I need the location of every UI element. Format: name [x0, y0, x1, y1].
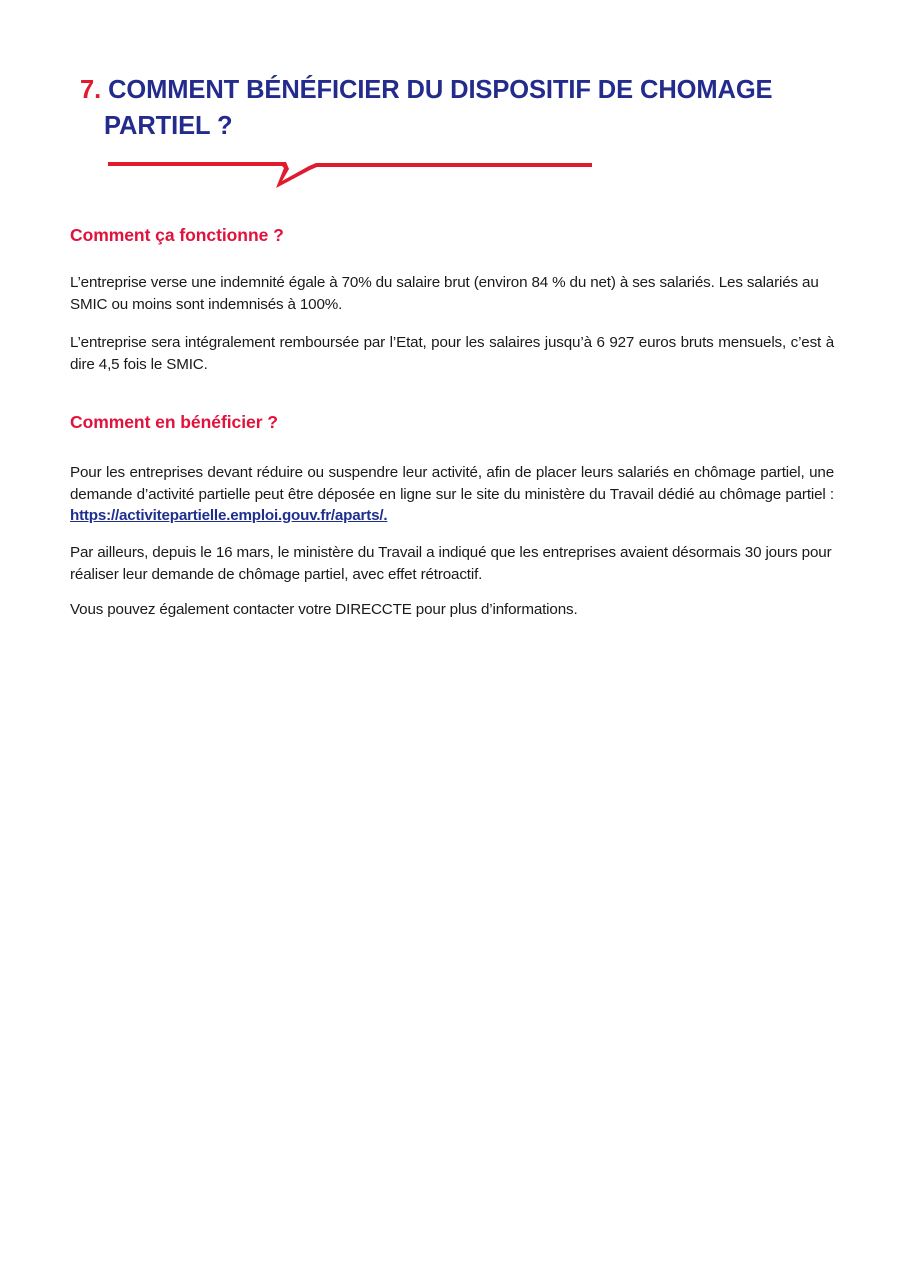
title-heading-text: COMMENT BÉNÉFICIER DU DISPOSITIF DE CHOMAGE PARTIEL ?	[104, 76, 773, 140]
section-heading-comment-ca-fonctionne: Comment ça fonctionne ?	[70, 225, 284, 245]
paragraph-demande-text-before-link: Pour les entreprises devant réduire ou suspendre leur activité, afin de placer leurs salariés en chômage partiel, une demande d’activité partielle peut être déposée en ligne sur le site du ministère du Travail dédié au chômage partiel :	[70, 464, 834, 503]
page-title	[80, 72, 780, 144]
title-block	[80, 72, 780, 144]
title-divider	[104, 152, 604, 184]
paragraph-remboursement-etat: L’entreprise sera intégralement remboursée par l’Etat, pour les salaires jusqu’à 6 927 euros bruts mensuels, c’est à dire 4,5 fois le SMIC.	[70, 334, 834, 373]
paragraph-delai-30-jours: Par ailleurs, depuis le 16 mars, le ministère du Travail a indiqué que les entreprises avaient désormais 30 jours pour réaliser leur demande de chômage partiel, avec effet rétroactif.	[70, 544, 832, 583]
activite-partielle-link[interactable]: https://activitepartielle.emploi.gouv.fr/aparts/.	[70, 507, 388, 524]
section-heading-comment-en-beneficier: Comment en bénéficier ?	[70, 412, 278, 432]
paragraph-indemnite: L’entreprise verse une indemnité égale à 70% du salaire brut (environ 84 % du net) à ses salariés. Les salariés au SMIC ou moins sont indemnisés à 100%.	[70, 274, 819, 313]
paragraph-contact-direccte: Vous pouvez également contacter votre DIRECCTE pour plus d’informations.	[70, 601, 578, 618]
paragraph-demande-en-ligne	[70, 462, 834, 527]
title-section-number: 7.	[80, 76, 102, 104]
red-rule-with-check-notch-icon	[104, 152, 604, 184]
